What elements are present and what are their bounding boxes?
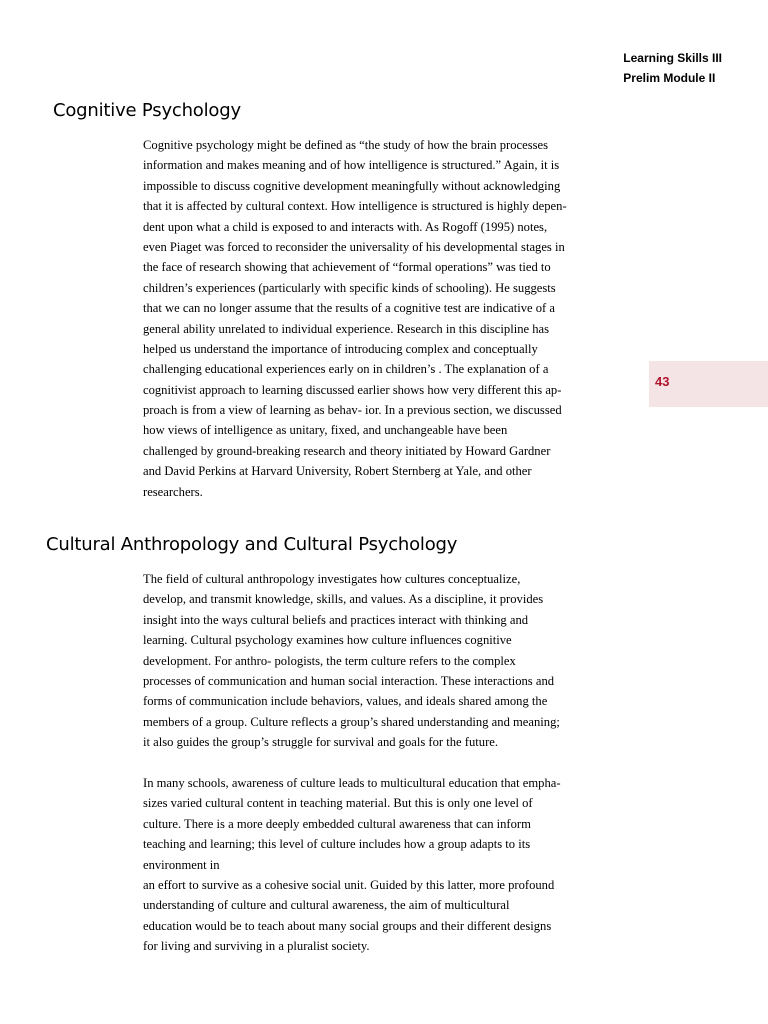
- text-line: forms of communication include behaviors, values, and ideals shared among the: [143, 694, 548, 709]
- text-line: children’s experiences (particularly with specific kinds of schooling). He suggests: [143, 280, 556, 295]
- text-line: processes of communication and human social interaction. These interactions and: [143, 673, 555, 688]
- cultural-anthropology-paragraph-1: [143, 569, 630, 753]
- text-line: proach is from a view of learning as behav- ior. In a previous section, we discussed: [143, 403, 562, 418]
- text-line: development. For anthro- pologists, the term culture refers to the complex: [143, 653, 516, 668]
- text-line: an effort to survive as a cohesive social unit. Guided by this latter, more profound: [143, 877, 555, 892]
- text-line: and David Perkins at Harvard University, Robert Sternberg at Yale, and other: [143, 464, 532, 479]
- section-title-cognitive-psychology: Cognitive Psychology: [53, 100, 241, 121]
- text-line: that it is affected by cultural context. How intelligence is structured is highly depen-: [143, 199, 567, 214]
- text-line: insight into the ways cultural beliefs and practices interact with thinking and: [143, 612, 529, 627]
- text-line: Cognitive psychology might be defined as “the study of how the brain processes: [143, 138, 549, 152]
- text-line: environment in: [143, 857, 220, 872]
- page-number-tab: [649, 361, 768, 407]
- text-line: that we can no longer assume that the results of a cognitive test are indicative of a: [143, 301, 555, 316]
- text-line: challenging educational experiences early on in children’s . The explanation of a: [143, 362, 549, 377]
- header-course: Learning Skills III: [623, 51, 722, 65]
- text-line: researchers.: [143, 484, 203, 499]
- text-line: how views of intelligence as unitary, fixed, and unchangeable have been: [143, 423, 508, 438]
- text-line: education would be to teach about many social groups and their different designs: [143, 918, 552, 933]
- text-line: teaching and learning; this level of culture includes how a group adapts to its: [143, 837, 531, 852]
- text-line: for living and surviving in a pluralist society.: [143, 939, 370, 954]
- text-line: challenged by ground-breaking research and theory initiated by Howard Gardner: [143, 443, 551, 458]
- text-line: members of a group. Culture reflects a group’s shared understanding and meaning;: [143, 714, 560, 729]
- text-line: understanding of culture and cultural awareness, the aim of multicultural: [143, 898, 510, 913]
- text-line: information and makes meaning and of how intelligence is structured.” Again, it is: [143, 158, 560, 173]
- text-line: helped us understand the importance of introducing complex and conceptually: [143, 341, 538, 356]
- text-line: culture. There is a more deeply embedded cultural awareness that can inform: [143, 816, 531, 831]
- text-line: develop, and transmit knowledge, skills, and values. As a discipline, it provides: [143, 592, 544, 607]
- text-line: general ability unrelated to individual experience. Research in this discipline has: [143, 321, 550, 336]
- text-line: learning. Cultural psychology examines how culture influences cognitive: [143, 633, 512, 648]
- text-line: cognitivist approach to learning discussed earlier shows how very different this ap-: [143, 382, 562, 397]
- cultural-anthropology-paragraph-2: [143, 773, 630, 957]
- cognitive-psychology-paragraph: [143, 135, 630, 502]
- text-line: In many schools, awareness of culture leads to multicultural education that empha-: [143, 776, 561, 790]
- text-line: even Piaget was forced to reconsider the universality of his developmental stages in: [143, 239, 565, 254]
- text-line: impossible to discuss cognitive development meaningfully without acknowledging: [143, 178, 561, 193]
- text-line: sizes varied cultural content in teaching material. But this is only one level of: [143, 796, 533, 811]
- header-module: Prelim Module II: [623, 71, 716, 85]
- text-line: it also guides the group’s struggle for survival and goals for the future.: [143, 735, 498, 750]
- page-number: 43: [655, 374, 670, 389]
- text-line: The field of cultural anthropology investigates how cultures conceptualize,: [143, 572, 521, 586]
- text-line: dent upon what a child is exposed to and interacts with. As Rogoff (1995) notes,: [143, 219, 548, 234]
- text-line: the face of research showing that achievement of “formal operations” was tied to: [143, 260, 551, 275]
- running-header: [623, 48, 722, 88]
- section-title-cultural-anthropology: Cultural Anthropology and Cultural Psychology: [46, 534, 458, 555]
